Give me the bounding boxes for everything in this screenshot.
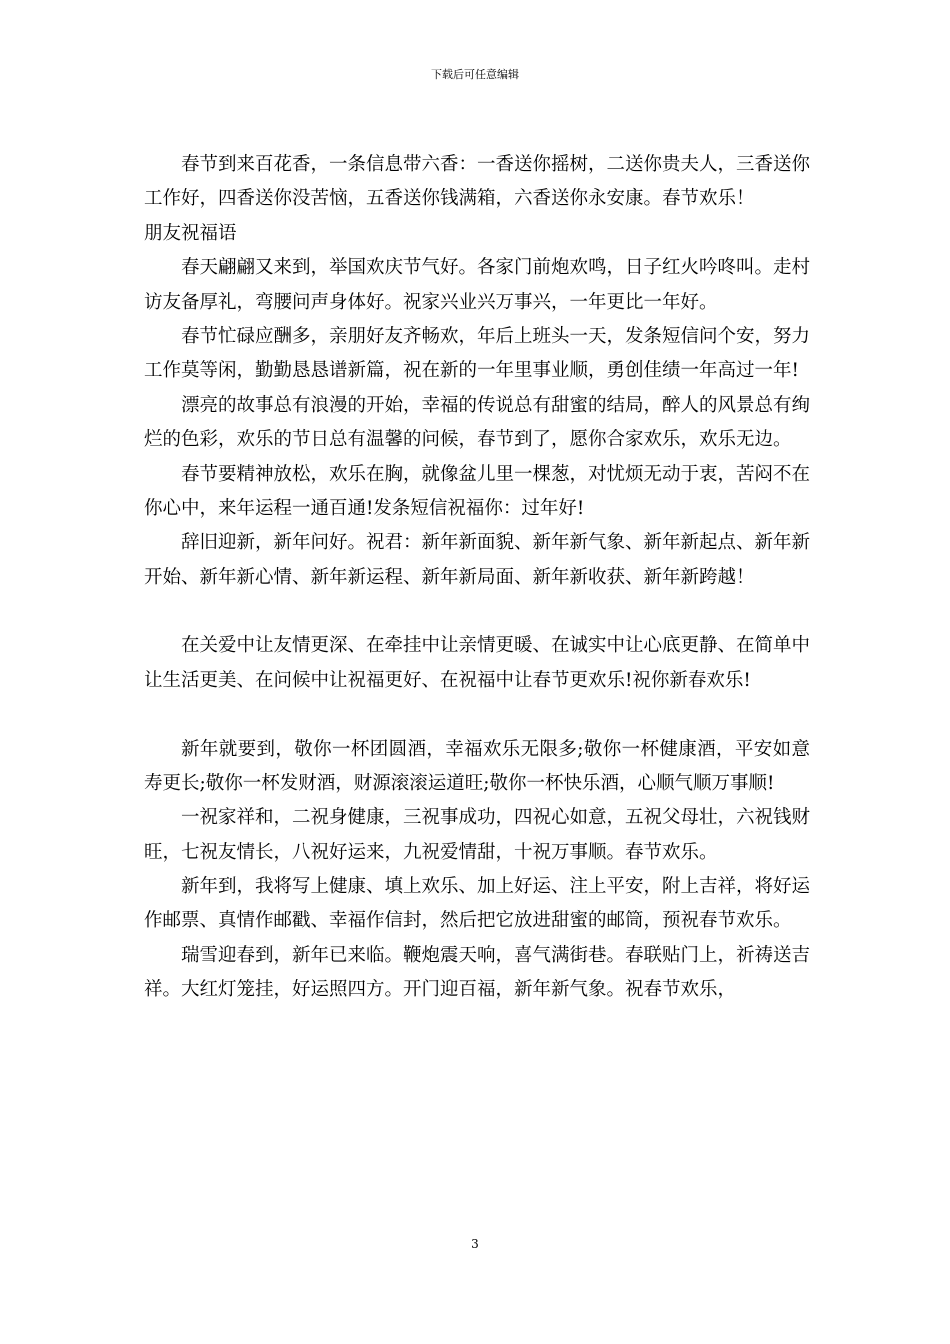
document-body — [144, 148, 810, 1008]
paragraph: 瑞雪迎春到，新年已来临。鞭炮震天响，喜气满街巷。春联贴门上，祈祷送吉祥。大红灯笼挂，好运照四方。开门迎百福，新年新气象。祝春节欢乐， — [144, 944, 811, 1001]
blank-line — [144, 595, 810, 629]
paragraph: 在关爱中让友情更深、在牵挂中让亲情更暖、在诚实中让心底更静、在简单中让生活更美、在问候中让祝福更好、在祝福中让春节更欢乐!祝你新春欢乐! — [144, 635, 811, 691]
paragraph: 辞旧迎新，新年问好。祝君：新年新面貌、新年新气象、新年新起点、新年新开始、新年新心情、新年新运程、新年新局面、新年新收获、新年新跨越！ — [144, 532, 811, 588]
paragraph: 漂亮的故事总有浪漫的开始，幸福的传说总有甜蜜的结局，醉人的风景总有绚烂的色彩，欢乐的节日总有温馨的问候，春节到了，愿你合家欢乐，欢乐无边。 — [144, 394, 811, 451]
page-header: 下载后可任意编辑 — [431, 68, 519, 81]
paragraph: 一祝家祥和，二祝身健康，三祝事成功，四祝心如意，五祝父母壮，六祝钱财旺，七祝友情长，八祝好运来，九祝爱情甜，十祝万事顺。春节欢乐。 — [144, 807, 811, 863]
paragraph: 春节忙碌应酬多，亲朋好友齐畅欢，年后上班头一天，发条短信问个安，努力工作莫等闲，勤勤恳恳谱新篇，祝在新的一年里事业顺，勇创佳绩一年高过一年! — [144, 326, 811, 382]
section-heading: 朋友祝福语 — [144, 222, 237, 244]
paragraph: 春天翩翩又来到，举国欢庆节气好。各家门前炮欢鸣，日子红火吟咚叫。走村访友备厚礼，弯腰问声身体好。祝家兴业兴万事兴，一年更比一年好。 — [144, 257, 811, 313]
page-number: 3 — [471, 1237, 479, 1251]
paragraph: 新年就要到，敬你一杯团圆酒，幸福欢乐无限多;敬你一杯健康酒，平安如意寿更长;敬你一杯发财酒，财源滚滚运道旺;敬你一杯快乐酒，心顺气顺万事顺! — [144, 738, 810, 794]
paragraph: 新年到，我将写上健康、填上欢乐、加上好运、注上平安，附上吉祥，将好运作邮票、真情作邮戳、幸福作信封，然后把它放进甜蜜的邮筒，预祝春节欢乐。 — [144, 876, 811, 932]
blank-line — [144, 698, 810, 732]
paragraph: 春节要精神放松，欢乐在胸，就像盆儿里一棵葱，对忧烦无动于衷，苦闷不在你心中，来年运程一通百通!发条短信祝福你：过年好! — [144, 463, 811, 519]
paragraph: 春节到来百花香，一条信息带六香：一香送你摇树，二送你贵夫人，三香送你工作好，四香送你没苦恼，五香送你钱满箱，六香送你永安康。春节欢乐！ — [144, 154, 811, 210]
